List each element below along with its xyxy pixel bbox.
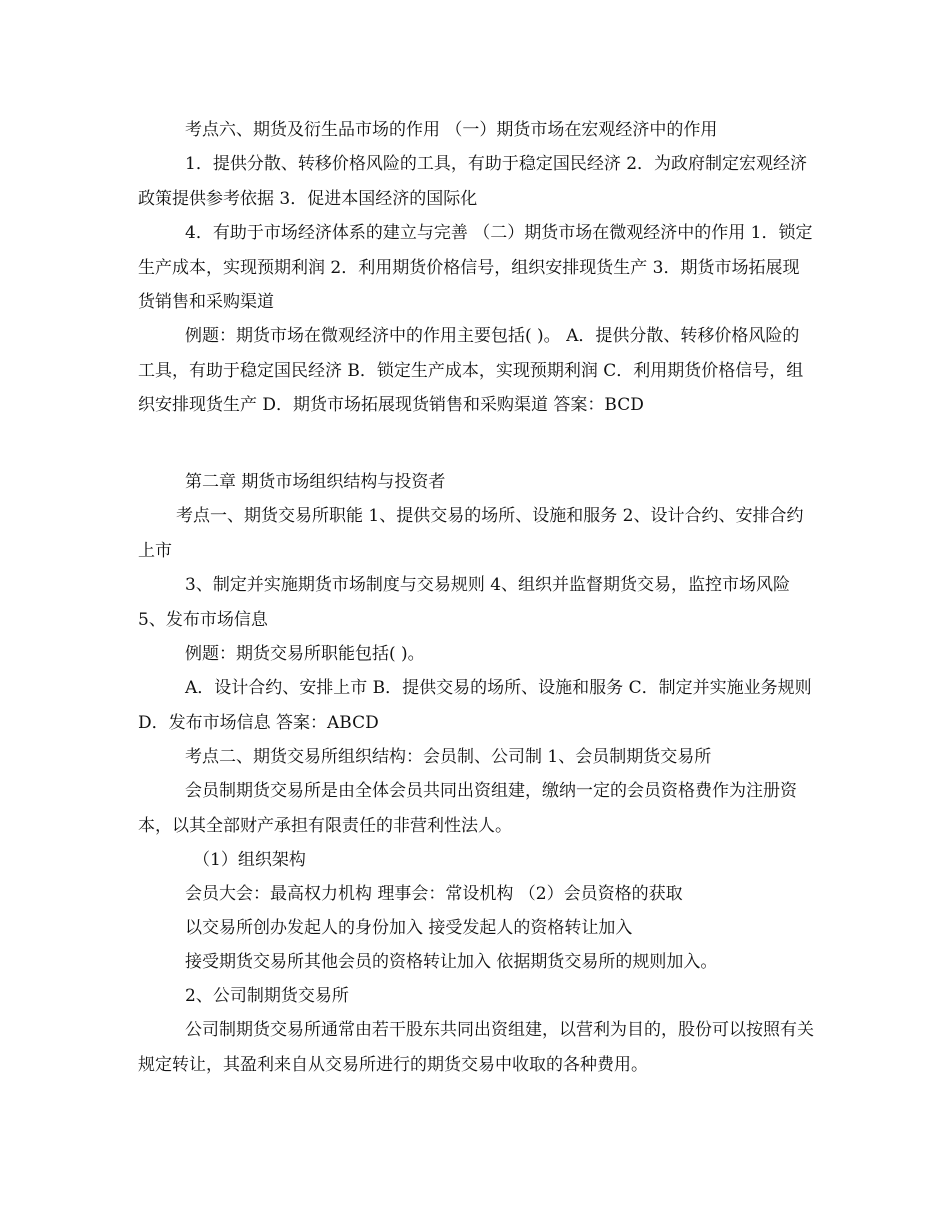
paragraph-join-methods-2: 接受期货交易所其他会员的资格转让加入 依据期货交易所的规则加入。	[185, 952, 718, 972]
paragraph-member-exchange: 会员制期货交易所是由全体会员共同出资组建，缴纳一定的会员资格费作为注册资本，以其全部财产承担有限责任的非营利性法人。	[138, 781, 797, 836]
heading-section-2: 考点二、期货交易所组织结构：会员制、公司制 1、会员制期货交易所	[185, 747, 712, 767]
paragraph-example-1: 例题：期货市场在微观经济中的作用主要包括( )。 A．提供分散、转移价格风险的工具，有助于稳定国民经济 B．锁定生产成本，实现预期利润 C．利用期货价格信号，组织安排现货生产 D．期货市场拓展现货销售和采购渠道 答案：BCD	[138, 326, 804, 415]
paragraph-member-assembly: 会员大会：最高权力机构 理事会：常设机构 （2）会员资格的获取	[185, 884, 683, 904]
paragraph-example-2: 例题：期货交易所职能包括( )。	[185, 644, 425, 664]
subheading-org-structure: （1）组织架构	[193, 850, 306, 870]
chapter-title: 第二章 期货市场组织结构与投资者	[185, 472, 446, 492]
paragraph-exchange-functions-cont: 3、制定并实施期货市场制度与交易规则 4、组织并监督期货交易，监控市场风险 5、发布市场信息	[138, 575, 791, 630]
paragraph-corporate-exchange: 公司制期货交易所通常由若干股东共同出资组建，以营利为目的，股份可以按照有关规定转让，其盈利来自从交易所进行的期货交易中收取的各种费用。	[138, 1020, 814, 1075]
paragraph-exchange-functions: 考点一、期货交易所职能 1、提供交易的场所、设施和服务 2、设计合约、安排合约上市	[138, 506, 804, 561]
paragraph-macro-roles: 1．提供分散、转移价格风险的工具，有助于稳定国民经济 2．为政府制定宏观经济政策提供参考依据 3．促进本国经济的国际化	[138, 154, 808, 209]
heading-section-6: 考点六、期货及衍生品市场的作用 （一）期货市场在宏观经济中的作用	[185, 120, 718, 140]
paragraph-join-methods-1: 以交易所创办发起人的身份加入 接受发起人的资格转让加入	[185, 918, 633, 938]
paragraph-micro-roles: 4．有助于市场经济体系的建立与完善 （二）期货市场在微观经济中的作用 1．锁定生产成本，实现预期利润 2．利用期货价格信号，组织安排现货生产 3．期货市场拓展现货销售和采购渠道	[138, 223, 813, 312]
paragraph-example-2-options: A．设计合约、安排上市 B．提供交易的场所、设施和服务 C．制定并实施业务规则 D．发布市场信息 答案：ABCD	[138, 678, 812, 733]
subheading-corporate-exchange: 2、公司制期货交易所	[185, 986, 349, 1006]
